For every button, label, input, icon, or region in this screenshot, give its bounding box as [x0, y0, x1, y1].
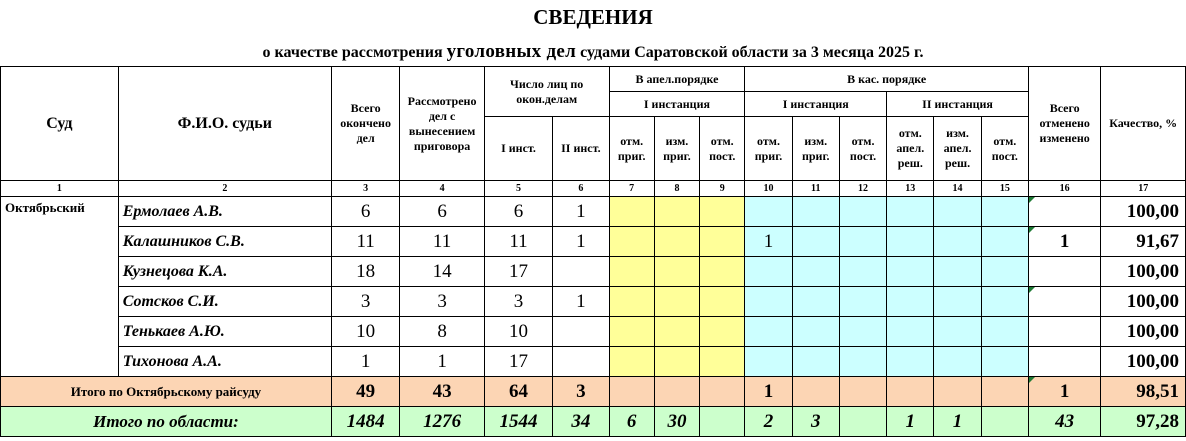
cell-persons-ii: 1	[553, 197, 609, 227]
cell-persons-ii	[553, 347, 609, 377]
col-number: 9	[700, 181, 745, 197]
cell-persons-ii: 1	[553, 227, 609, 257]
cell-persons-ii	[553, 317, 609, 347]
header-judge: Ф.И.О. судьи	[118, 67, 331, 181]
header-persons-i: I инст.	[484, 117, 552, 181]
cell-examined: 3	[400, 287, 484, 317]
cell-cass-canc	[745, 287, 792, 317]
header-court: Суд	[1, 67, 119, 181]
header-total-finished: Всего окончено дел	[331, 67, 399, 181]
cell-cass	[887, 317, 934, 347]
cell-cass	[981, 257, 1028, 287]
cell-total-cancelled	[1028, 257, 1100, 287]
region-total-cass-canc: 2	[745, 407, 792, 437]
cell-cass-canc	[745, 347, 792, 377]
cell-cass	[934, 227, 981, 257]
header-col8: изм. приг.	[654, 117, 699, 181]
cell-cass	[839, 317, 886, 347]
cell-examined: 1	[400, 347, 484, 377]
header-col7: отм. приг.	[609, 117, 654, 181]
district-total-cass-canc: 1	[745, 377, 792, 407]
cell-cass	[934, 317, 981, 347]
cell-examined: 14	[400, 257, 484, 287]
table-row	[1, 227, 1186, 257]
header-col10: отм. приг.	[745, 117, 792, 181]
cell-cass	[792, 257, 839, 287]
district-total-finished: 49	[331, 377, 399, 407]
cell-quality: 100,00	[1101, 317, 1186, 347]
cell-cass	[839, 287, 886, 317]
cell-total-cancelled	[1028, 197, 1100, 227]
header-col11: изм. приг.	[792, 117, 839, 181]
cell-persons-i: 11	[484, 227, 552, 257]
cell-cass	[887, 257, 934, 287]
subtitle-emphasis: уголовных дел	[446, 41, 577, 62]
cell-appeal	[609, 347, 654, 377]
region-total-cass2-chg: 1	[934, 407, 981, 437]
district-total-quality: 98,51	[1101, 377, 1186, 407]
cell-cass-canc	[745, 257, 792, 287]
cell-quality: 100,00	[1101, 257, 1186, 287]
cell-examined: 11	[400, 227, 484, 257]
cell-cass	[839, 257, 886, 287]
col-number: 4	[400, 181, 484, 197]
col-number: 7	[609, 181, 654, 197]
cell-cass	[934, 197, 981, 227]
judge-name: Тихонова А.А.	[118, 347, 331, 377]
header-cassation-instance-2: II инстанция	[887, 92, 1029, 117]
cell-total-finished: 1	[331, 347, 399, 377]
region-total-cass2-canc: 1	[887, 407, 934, 437]
cell-appeal	[654, 197, 699, 227]
cell-examined: 6	[400, 197, 484, 227]
report-subtitle	[0, 38, 1186, 66]
cell-cass	[934, 347, 981, 377]
header-total-cancelled: Всего отменено изменено	[1028, 67, 1100, 181]
region-total-appeal-canc: 6	[609, 407, 654, 437]
cell-cass	[792, 197, 839, 227]
cell-appeal	[700, 257, 745, 287]
cell-total-finished: 6	[331, 197, 399, 227]
header-col9: отм. пост.	[700, 117, 745, 181]
cell-appeal	[654, 257, 699, 287]
cell-appeal	[700, 347, 745, 377]
cell-persons-ii: 1	[553, 287, 609, 317]
region-cell	[981, 407, 1028, 437]
col-number: 16	[1028, 181, 1100, 197]
cell-cass	[792, 227, 839, 257]
district-cell	[700, 377, 745, 407]
cell-appeal	[700, 317, 745, 347]
cell-quality: 100,00	[1101, 197, 1186, 227]
cell-total-finished: 10	[331, 317, 399, 347]
cell-persons-i: 17	[484, 257, 552, 287]
cell-appeal	[700, 287, 745, 317]
court-name: Октябрьский	[1, 197, 119, 377]
header-cassation-group: В кас. порядке	[745, 67, 1029, 92]
judge-name: Ермолаев А.В.	[118, 197, 331, 227]
cell-appeal	[609, 227, 654, 257]
region-total-cass-chg: 3	[792, 407, 839, 437]
cell-examined: 8	[400, 317, 484, 347]
district-cell	[654, 377, 699, 407]
region-cell	[700, 407, 745, 437]
header-appeal-instance: I инстанция	[609, 92, 745, 117]
district-cell	[792, 377, 839, 407]
col-number: 11	[792, 181, 839, 197]
cell-quality: 100,00	[1101, 347, 1186, 377]
cell-total-cancelled: 1	[1028, 227, 1100, 257]
cell-cass-canc	[745, 317, 792, 347]
region-total-persons-i: 1544	[484, 407, 552, 437]
col-number: 10	[745, 181, 792, 197]
region-total-label: Итого по области:	[1, 407, 332, 437]
col-number: 2	[118, 181, 331, 197]
district-cell	[609, 377, 654, 407]
col-number: 15	[981, 181, 1028, 197]
cell-cass	[934, 287, 981, 317]
col-number: 14	[934, 181, 981, 197]
cell-appeal	[700, 227, 745, 257]
col-number: 5	[484, 181, 552, 197]
col-number: 6	[553, 181, 609, 197]
cell-cass	[981, 227, 1028, 257]
judge-name: Калашников С.В.	[118, 227, 331, 257]
subtitle-part-2: судами Саратовской области за 3 месяца 2025 г.	[576, 44, 924, 61]
district-total-cancelled: 1	[1028, 377, 1100, 407]
district-total-row	[1, 377, 1186, 407]
cell-appeal	[609, 287, 654, 317]
header-col15: отм. пост.	[981, 117, 1028, 181]
cell-appeal	[609, 257, 654, 287]
cell-cass	[887, 197, 934, 227]
cell-total-cancelled	[1028, 347, 1100, 377]
cell-persons-i: 10	[484, 317, 552, 347]
cell-persons-i: 6	[484, 197, 552, 227]
cell-cass	[981, 197, 1028, 227]
region-total-cancelled: 43	[1028, 407, 1100, 437]
cell-appeal	[700, 197, 745, 227]
col-number: 17	[1101, 181, 1186, 197]
region-total-quality: 97,28	[1101, 407, 1186, 437]
cell-appeal	[609, 317, 654, 347]
cell-total-finished: 11	[331, 227, 399, 257]
header-persons-group: Число лиц по окон.делам	[484, 67, 609, 117]
col-number: 3	[331, 181, 399, 197]
cell-cass	[887, 227, 934, 257]
cell-persons-ii	[553, 257, 609, 287]
quality-table	[0, 66, 1186, 437]
cell-appeal	[609, 197, 654, 227]
cell-total-finished: 3	[331, 287, 399, 317]
district-total-label: Итого по Октябрьскому райсуду	[1, 377, 332, 407]
cell-cass	[887, 287, 934, 317]
region-total-finished: 1484	[331, 407, 399, 437]
cell-appeal	[654, 287, 699, 317]
cell-quality: 91,67	[1101, 227, 1186, 257]
district-total-examined: 43	[400, 377, 484, 407]
judge-name: Сотсков С.И.	[118, 287, 331, 317]
header-col13: отм. апел. реш.	[887, 117, 934, 181]
report-title: СВЕДЕНИЯ	[533, 5, 653, 29]
cell-cass	[839, 227, 886, 257]
region-total-examined: 1276	[400, 407, 484, 437]
cell-cass	[792, 287, 839, 317]
cell-cass-canc: 1	[745, 227, 792, 257]
table-row	[1, 287, 1186, 317]
cell-total-cancelled	[1028, 287, 1100, 317]
cell-cass-canc	[745, 197, 792, 227]
cell-persons-i: 17	[484, 347, 552, 377]
subtitle-part-1: о качестве рассмотрения	[262, 44, 447, 61]
header-col14: изм. апел. реш.	[934, 117, 981, 181]
district-cell	[839, 377, 886, 407]
col-number: 1	[1, 181, 119, 197]
cell-cass	[839, 197, 886, 227]
cell-persons-i: 3	[484, 287, 552, 317]
cell-appeal	[654, 347, 699, 377]
region-total-persons-ii: 34	[553, 407, 609, 437]
header-appeal-group: В апел.порядке	[609, 67, 745, 92]
table-row	[1, 347, 1186, 377]
cell-appeal	[654, 317, 699, 347]
cell-cass	[981, 317, 1028, 347]
cell-cass	[981, 347, 1028, 377]
col-number: 12	[839, 181, 886, 197]
table-row	[1, 257, 1186, 287]
header-col12: отм. пост.	[839, 117, 886, 181]
region-total-row	[1, 407, 1186, 437]
cell-quality: 100,00	[1101, 287, 1186, 317]
district-cell	[887, 377, 934, 407]
district-cell	[981, 377, 1028, 407]
cell-total-finished: 18	[331, 257, 399, 287]
cell-cass	[934, 257, 981, 287]
header-quality: Качество, %	[1101, 67, 1186, 181]
cell-total-cancelled	[1028, 317, 1100, 347]
district-total-persons-ii: 3	[553, 377, 609, 407]
header-persons-ii: II инст.	[553, 117, 609, 181]
region-total-appeal-chg: 30	[654, 407, 699, 437]
cell-cass	[792, 347, 839, 377]
col-number: 13	[887, 181, 934, 197]
table-row	[1, 197, 1186, 227]
header-examined-verdict: Рассмотрено дел с вынесением приговора	[400, 67, 484, 181]
cell-cass	[887, 347, 934, 377]
table-row	[1, 317, 1186, 347]
judge-name: Кузнецова К.А.	[118, 257, 331, 287]
cell-cass	[792, 317, 839, 347]
cell-cass	[839, 347, 886, 377]
judge-name: Тенькаев А.Ю.	[118, 317, 331, 347]
district-total-persons-i: 64	[484, 377, 552, 407]
region-cell	[839, 407, 886, 437]
cell-appeal	[654, 227, 699, 257]
cell-cass	[981, 287, 1028, 317]
col-number: 8	[654, 181, 699, 197]
header-cassation-instance-1: I инстанция	[745, 92, 887, 117]
district-cell	[934, 377, 981, 407]
